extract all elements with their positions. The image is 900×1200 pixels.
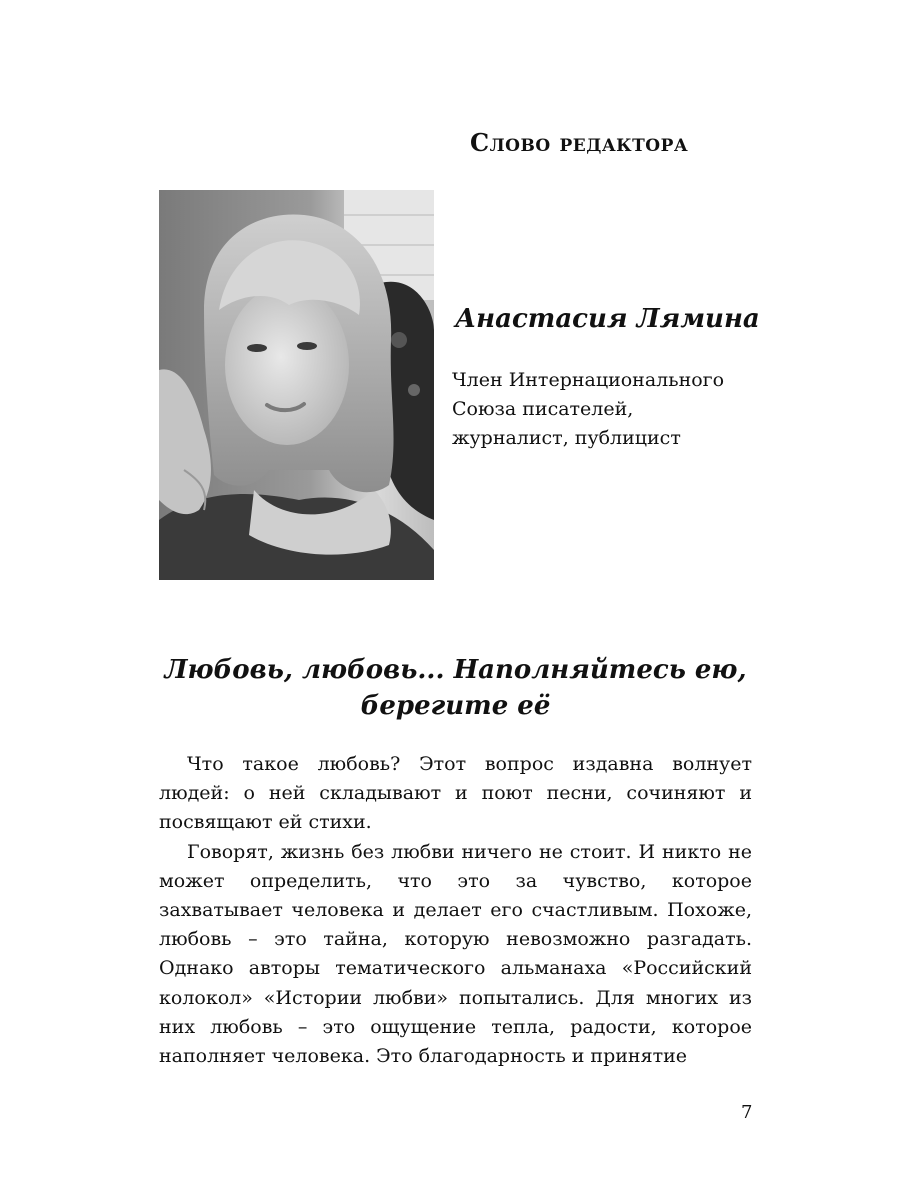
section-title-rest: лово редактора xyxy=(489,128,689,157)
body-paragraph: Говорят, жизнь без любви ничего не стоит. И никто не может определить, что это за чувство, которое захватывает человека и делает его счастливым. Похоже, любовь – это тайна, которую невозможно разгадать. Однако авторы тематического альманаха «Российский колокол» «Истории любви» попытались. Для многих из них любовь – это ощущение тепла, радости, которое наполняет человека. Это благодарность и принятие xyxy=(159,840,752,1068)
article-body xyxy=(159,750,752,1071)
author-role xyxy=(452,366,724,453)
article-title xyxy=(159,652,752,724)
section-title-initial: С xyxy=(470,128,490,157)
author-role-line: журналист, публицист xyxy=(452,427,681,449)
author-portrait-illustration xyxy=(159,190,434,580)
section-title xyxy=(470,128,688,157)
author-name: Анастасия Лямина xyxy=(455,304,760,334)
author-role-line: Член Интернационального xyxy=(452,369,725,391)
body-paragraph: Что такое любовь? Этот вопрос издавна волнует людей: о ней складывают и поют песни, сочиняют и посвящают ей стихи. xyxy=(159,753,752,834)
page-number: 7 xyxy=(741,1102,753,1123)
article-title-line: Любовь, любовь... Наполняйтесь ею, xyxy=(164,655,747,685)
article-title-line: берегите её xyxy=(360,691,551,721)
author-photo xyxy=(159,190,434,580)
author-role-line: Союза писателей, xyxy=(452,398,634,420)
